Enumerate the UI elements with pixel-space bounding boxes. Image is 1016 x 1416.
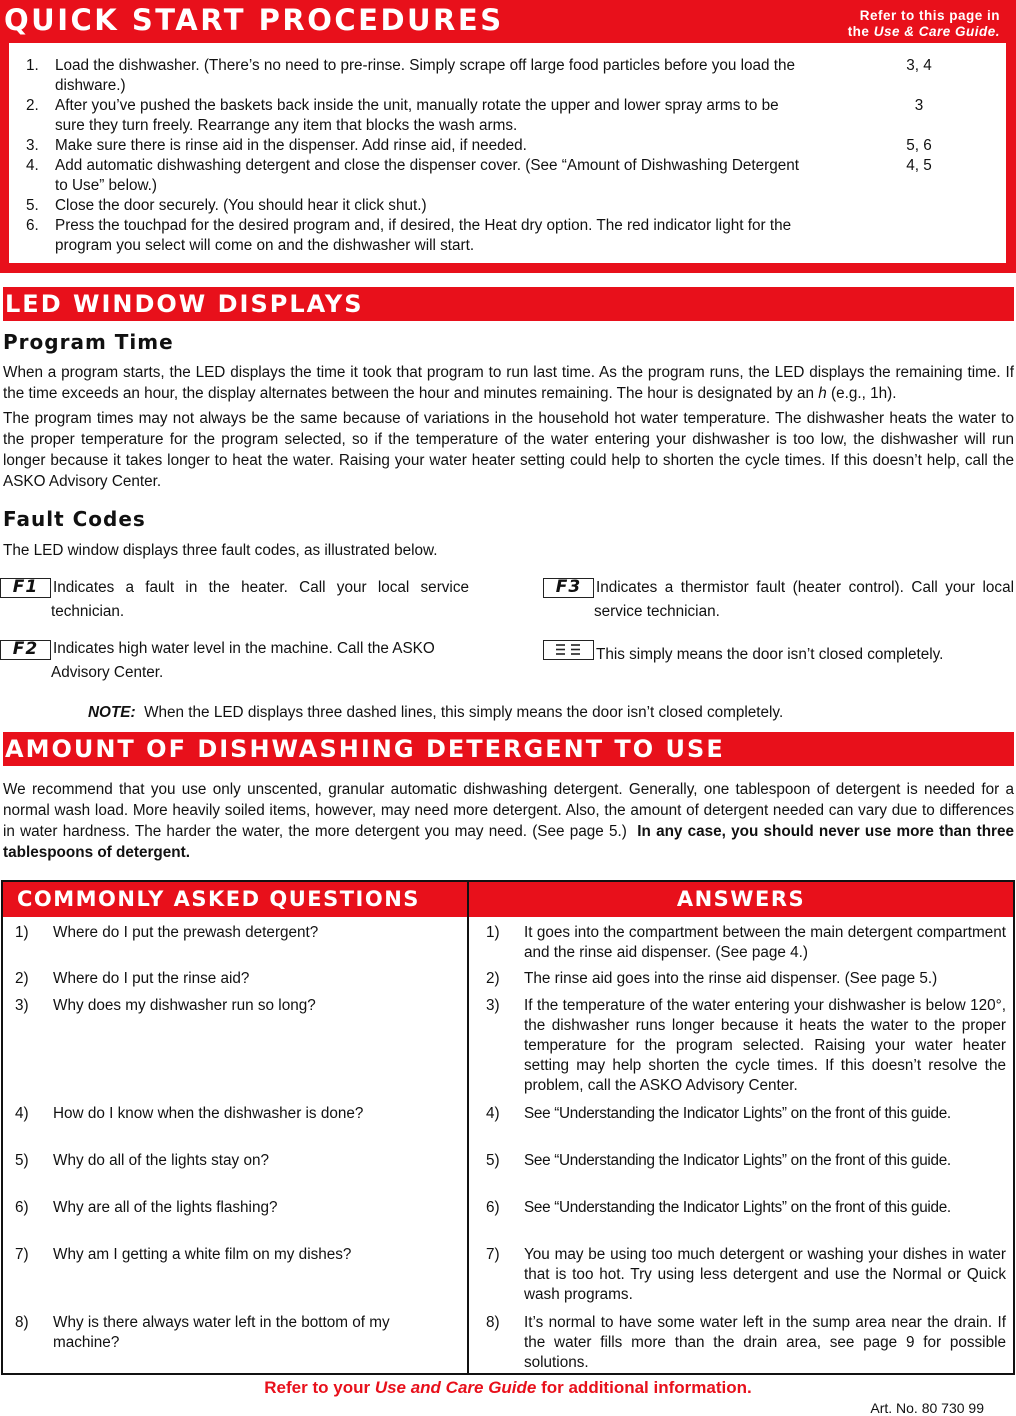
faq-answer-6: 6) See “Understanding the Indicator Lights” on the front of this guide. — [486, 1199, 951, 1216]
step-4: 4. Add automatic dishwashing detergent and close the dispenser cover. (See “Amount of Dishwashing Detergent to Use” below.) — [26, 157, 800, 194]
step-5: 5. Close the door securely. (You should hear it click shut.) — [26, 197, 427, 214]
door-open-display — [543, 640, 594, 660]
faq-answer-3: 3) If the temperature of the water entering your dishwasher is below 120°, the dishwasher runs longer because it heats the water to the proper temperature for the program selected. Raising your water heater setting may help shorten the cycle times. If this doesn’t resolve the problem, call the ASKO Advisory Center. — [486, 997, 1006, 1094]
fault-codes-heading: Fault Codes — [3, 507, 146, 531]
faq-question-7: 7) Why am I getting a white film on my dishes? — [15, 1246, 352, 1263]
detergent-paragraph: We recommend that you use only unscented, granular automatic dishwashing detergent. Generally, one tablespoon of detergent is needed for a normal wash load. More heavily soiled items, however, may need more detergent. Also, the amount of detergent needed can vary due to differences in water hardness. The harder the water, the more detergent you may need. (See page 5.) In any case, you should never use more than three tablespoons of detergent. — [3, 781, 1015, 861]
fault-codes-note: NOTE: When the LED displays three dashed lines, this simply means the door isn’t closed completely. — [88, 704, 784, 721]
fault-code-f3-display: F3 — [543, 578, 594, 598]
faq-question-1: 1) Where do I put the prewash detergent? — [15, 924, 319, 941]
reference-line-1: Refer to this page in — [859, 8, 1000, 23]
questions-header: COMMONLY ASKED QUESTIONS — [3, 882, 467, 917]
faq-answer-4: 4) See “Understanding the Indicator Lights” on the front of this guide. — [486, 1105, 951, 1122]
step-3-page: 5, 6 — [906, 137, 932, 154]
led-section-title: LED WINDOW DISPLAYS — [3, 287, 1014, 321]
dashed-lines-icon — [545, 641, 593, 658]
faq-answer-8: 8) It’s normal to have some water left in the sump area near the drain. If the water fills more than the drain area, see page 9 for possible solutions. — [486, 1314, 1006, 1371]
faq-question-3: 3) Why does my dishwasher run so long? — [15, 997, 316, 1014]
reference-line-2: the Use & Care Guide. — [847, 24, 1000, 39]
quick-start-title: QUICK START PROCEDURES — [4, 3, 504, 37]
faq-table — [1, 880, 1015, 1375]
column-divider — [467, 882, 469, 1373]
step-4-page: 4, 5 — [906, 157, 932, 174]
fault-code-f3-text: Indicates a thermistor fault (heater control). Call your local service technician. — [594, 579, 1014, 620]
article-number: Art. No. 80 730 99 — [870, 1400, 984, 1416]
step-6: 6. Press the touchpad for the desired program and, if desired, the Heat dry option. The red indicator light for the program you select will come on and the dishwasher will start. — [26, 217, 792, 254]
faq-answer-5: 5) See “Understanding the Indicator Lights” on the front of this guide. — [486, 1152, 951, 1169]
step-3: 3. Make sure there is rinse aid in the dispenser. Add rinse aid, if needed. — [26, 137, 527, 154]
fault-code-f1-text: Indicates a fault in the heater. Call your local service technician. — [51, 579, 469, 620]
quick-start-steps — [9, 43, 1006, 263]
fault-code-f2-display: F2 — [0, 640, 51, 660]
faq-answer-2: 2) The rinse aid goes into the rinse aid dispenser. (See page 5.) — [486, 970, 938, 987]
fault-code-f2-text: Indicates high water level in the machine. Call the ASKO Advisory Center. — [51, 640, 435, 681]
faq-question-4: 4) How do I know when the dishwasher is done? — [15, 1105, 364, 1122]
step-2: 2. After you’ve pushed the baskets back inside the unit, manually rotate the upper and lower spray arms to be sure they turn freely. Rearrange any item that blocks the wash arms. — [26, 97, 779, 134]
faq-question-6: 6) Why are all of the lights flashing? — [15, 1199, 278, 1216]
faq-answer-1: 1) It goes into the compartment between the main detergent compartment and the rinse aid dispenser. (See page 4.) — [486, 924, 1006, 961]
fault-code-f1-display: F1 — [0, 578, 51, 598]
door-open-text: This simply means the door isn’t closed completely. — [596, 646, 944, 663]
step-2-page: 3 — [914, 97, 924, 114]
faq-question-8: 8) Why is there always water left in the bottom of my machine? — [15, 1314, 390, 1351]
answers-header: ANSWERS — [469, 882, 1013, 917]
program-time-paragraph-2: The program times may not always be the same because of variations in the household hot water temperature. The dishwasher heats the water to the proper temperature for the program selected, so if the temperature of the water entering your dishwasher is too low, the dishwasher will run longer because it takes longer to heat the water. Raising your water heater setting could help to shorten the cycle times. If this doesn’t help, call the ASKO Advisory Center. — [3, 410, 1014, 490]
faq-answer-7: 7) You may be using too much detergent or washing your dishes in water that is too hot. Try using less detergent and use the Normal or Quick wash programs. — [486, 1246, 1006, 1303]
fault-codes-intro: The LED window displays three fault codes, as illustrated below. — [3, 542, 438, 559]
step-1: 1. Load the dishwasher. (There’s no need to pre-rinse. Simply scrape off large food particles before you load the dishware.) — [26, 57, 796, 94]
footer-reference: Refer to your Use and Care Guide for additional information. — [264, 1378, 752, 1397]
program-time-paragraph-1: When a program starts, the LED displays the time it took that program to run last time. As the program runs, the LED displays the remaining time. If the time exceeds an hour, the display alternates between the hour and minutes remaining. The hour is designated by an h (e.g., 1h). — [3, 364, 1014, 402]
faq-question-5: 5) Why do all of the lights stay on? — [15, 1152, 269, 1169]
quick-start-reference — [848, 8, 1000, 40]
step-1-page: 3, 4 — [906, 57, 932, 74]
detergent-section-title: AMOUNT OF DISHWASHING DETERGENT TO USE — [3, 732, 1014, 766]
faq-question-2: 2) Where do I put the rinse aid? — [15, 970, 250, 987]
program-time-heading: Program Time — [3, 330, 174, 354]
quick-start-panel — [0, 0, 1016, 273]
